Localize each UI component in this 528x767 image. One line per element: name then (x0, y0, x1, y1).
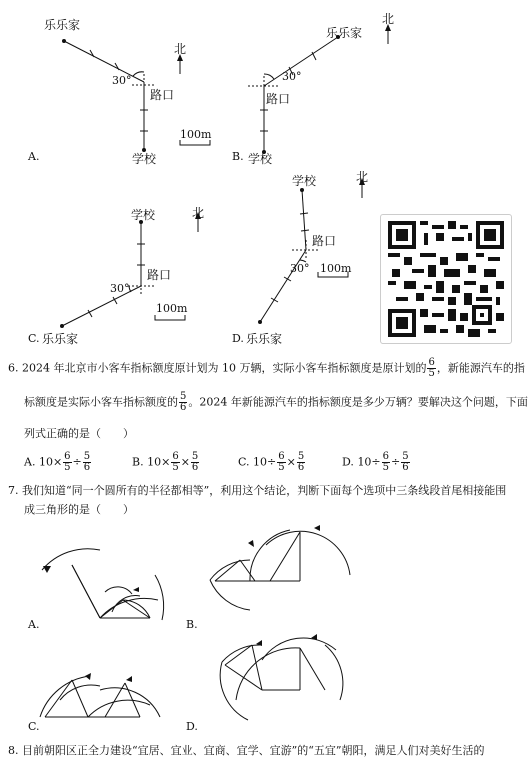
option-letter-b: B. (232, 150, 244, 163)
fig-b-home-label: 乐乐家 (326, 26, 363, 40)
option-letter-c: C. (28, 332, 40, 345)
fig-b-crossing-label: 路口 (266, 92, 291, 106)
q8-number: 8. (8, 744, 19, 757)
fig-c-school-label: 学校 (131, 208, 156, 222)
fig-c-home-label: 乐乐家 (42, 332, 79, 346)
q6-option-d[interactable]: D. 10÷ $\frac{6}{5}$ ÷ $\frac{5}{6}$ (342, 451, 409, 473)
q7-option-b[interactable]: B. (186, 618, 198, 631)
q7-option-a[interactable]: A. (28, 618, 40, 631)
fig-a-scale-label: 100m (180, 128, 212, 141)
q7-option-c[interactable]: C. (28, 720, 40, 733)
option-letter-d: D. (232, 332, 244, 345)
q7-number: 7. (8, 484, 19, 497)
fig-b-school-label: 学校 (248, 152, 273, 166)
q6-text-1a: 2024 年北京市小客车指标额度原计划为 10 万辆，实际小客车指标额度是原计划的 (22, 361, 427, 375)
fig-d-crossing-label: 路口 (312, 234, 337, 248)
fig-a-home-label: 乐乐家 (44, 18, 81, 32)
fig-d-school-label: 学校 (292, 174, 317, 188)
fig-b-angle-label: 30° (282, 70, 302, 83)
q6-text-1b: ，新能源汽车的指 (436, 361, 525, 375)
fig-c-crossing-label: 路口 (147, 268, 172, 282)
fig-d-angle-label: 30° (290, 262, 310, 275)
q6-option-b[interactable]: B. 10× $\frac{6}{5}$ × $\frac{5}{6}$ (132, 451, 199, 473)
fig-a-school-label: 学校 (132, 152, 157, 166)
fig-c-scale-label: 100m (156, 302, 188, 315)
q8-line1: 8. 目前朝阳区正全力建设“宜居、宜业、宜商、宜学、宜游”的“五宜”朝阳，满足人们对美好生活的 (8, 744, 485, 757)
q6-text-2a: 标额度是实际小客车指标额度的 (24, 395, 178, 409)
q7-line2: 成三角形的是（ ） (24, 503, 134, 516)
q6-number: 6. (8, 361, 19, 375)
fig-c-north-label: 北 (192, 206, 205, 220)
fig-a-north-label: 北 (174, 42, 187, 56)
q6-line3: 列式正确的是（ ） (24, 427, 134, 440)
q7-line1: 7. 我们知道“同一个圆所有的半径都相等”，利用这个结论，判断下面每个选项中三条线段首尾相接能围 (8, 484, 507, 497)
fig-b-north-label: 北 (382, 12, 395, 26)
q6-fraction-5-6: $\frac{5}{6}$ (180, 391, 187, 413)
fig-c-angle-label: 30° (110, 282, 130, 295)
q6-option-a[interactable]: A. 10× $\frac{6}{5}$ ÷ $\frac{5}{6}$ (24, 451, 91, 473)
fig-d-home-label: 乐乐家 (246, 332, 283, 346)
q6-text-2b: 。2024 年新能源汽车的指标额度是多少万辆？要解决这个问题，下面 (188, 395, 528, 409)
fig-a-angle-label: 30° (112, 74, 132, 87)
fig-d-scale-label: 100m (320, 262, 352, 275)
fig-a-crossing-label: 路口 (150, 88, 175, 102)
option-letter-a: A. (28, 150, 40, 163)
q6-option-c[interactable]: C. 10÷ $\frac{6}{5}$ × $\frac{5}{6}$ (238, 451, 305, 473)
q6-fraction-6-5: $\frac{6}{5}$ (428, 357, 435, 379)
q7-option-d[interactable]: D. (186, 720, 198, 733)
fig-d-north-label: 北 (356, 170, 369, 184)
